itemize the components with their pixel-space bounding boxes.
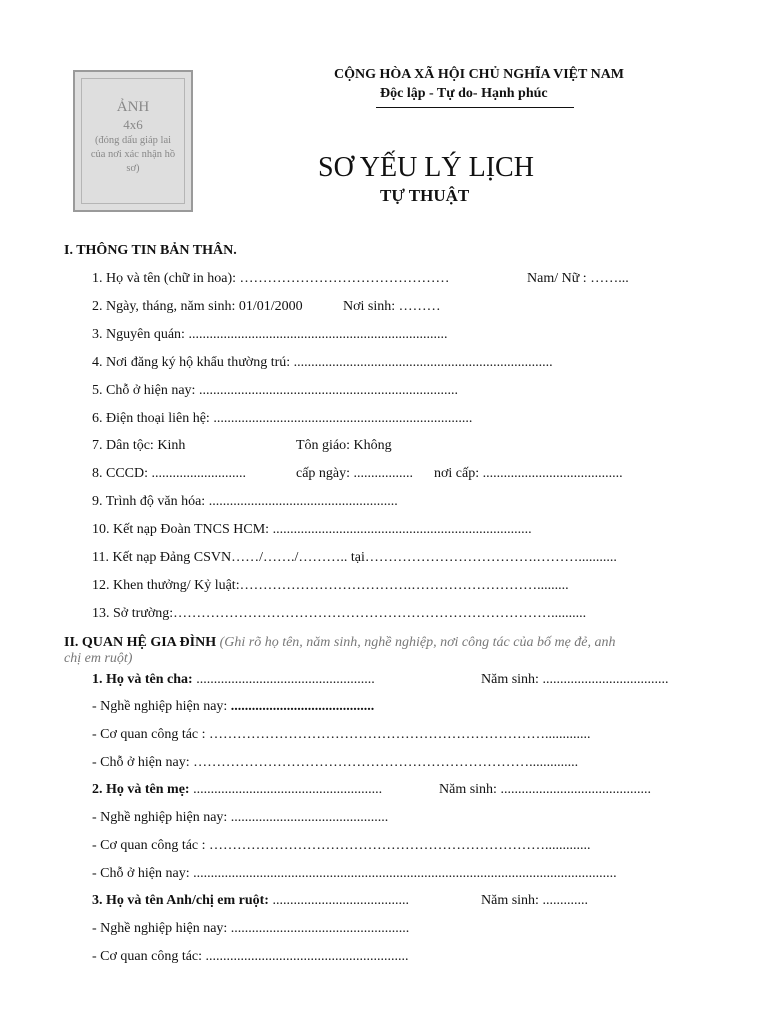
- ethnicity-field[interactable]: Kinh: [157, 438, 186, 453]
- mother-name-field[interactable]: ......................................................: [193, 782, 383, 797]
- row-mother-address: [92, 866, 617, 882]
- birthplace-field[interactable]: ………: [398, 299, 441, 314]
- row-mother-job: [92, 810, 388, 826]
- section-2-note-cont: chị em ruột): [64, 651, 133, 666]
- religion-field[interactable]: Không: [353, 438, 392, 453]
- residence-label: 4. Nơi đăng ký hộ khẩu thường trú:: [92, 355, 294, 370]
- row-education: [92, 494, 398, 510]
- section-2-heading-line: [64, 633, 616, 651]
- row-strengths: [92, 606, 586, 622]
- document-subtitle: TỰ THUẬT: [380, 186, 470, 205]
- issue-date-field[interactable]: .................: [353, 466, 414, 481]
- row-mother-year: [439, 782, 651, 798]
- father-job-label: - Nghề nghiệp hiện nay:: [92, 699, 231, 714]
- citizen-id-field[interactable]: ...........................: [151, 466, 247, 481]
- party-place-field[interactable]: ……………………………….………...........: [364, 550, 617, 565]
- party-place-label: tại: [347, 550, 365, 565]
- mother-job-field[interactable]: .............................................: [230, 810, 389, 825]
- father-year-label: Năm sinh:: [481, 672, 543, 687]
- party-date-field[interactable]: ……/……./………..: [231, 550, 348, 565]
- ethnicity-label: 7. Dân tộc:: [92, 438, 158, 453]
- national-motto: Độc lập - Tự do- Hạnh phúc: [380, 86, 548, 101]
- row-gender: [527, 271, 629, 287]
- row-issue-place: [434, 466, 623, 482]
- row-sibling-name: [92, 893, 409, 909]
- photo-placeholder: [73, 70, 193, 212]
- photo-note: (đóng dấu giáp lai của nơi xác nhận hồ sơ): [90, 135, 176, 174]
- photo-size: 4x6: [123, 117, 143, 132]
- row-full-name: [92, 271, 450, 287]
- sibling-work-field[interactable]: ..........................................................: [205, 949, 409, 964]
- dob-field[interactable]: 01/01/2000: [238, 299, 303, 314]
- gender-field[interactable]: ……...: [590, 271, 629, 286]
- mother-year-field[interactable]: ...........................................: [500, 782, 651, 797]
- hometown-field[interactable]: ..........................................................................: [188, 327, 448, 342]
- row-residence: [92, 355, 553, 371]
- row-father-work: [92, 727, 591, 743]
- row-citizen-id: [92, 466, 246, 482]
- phone-label: 6. Điện thoại liên hệ:: [92, 411, 214, 426]
- residence-field[interactable]: ..........................................................................: [293, 355, 553, 370]
- row-religion: [296, 438, 392, 454]
- gender-label: Nam/ Nữ :: [527, 271, 591, 286]
- mother-job-label: - Nghề nghiệp hiện nay:: [92, 810, 231, 825]
- religion-label: Tôn giáo:: [296, 438, 354, 453]
- row-youth-union: [92, 522, 532, 538]
- section-1-heading: I. THÔNG TIN BẢN THÂN.: [64, 243, 237, 258]
- photo-placeholder-inner: [81, 78, 185, 204]
- row-mother-name: [92, 782, 382, 798]
- row-sibling-year: [481, 893, 588, 909]
- issue-date-label: cấp ngày:: [296, 466, 354, 481]
- father-name-field[interactable]: ...................................................: [196, 672, 375, 687]
- sibling-year-label: Năm sinh:: [481, 893, 543, 908]
- father-year-field[interactable]: ....................................: [542, 672, 669, 687]
- strengths-label: 13. Sở trường:: [92, 606, 174, 621]
- issue-place-field[interactable]: ........................................: [482, 466, 623, 481]
- mother-work-field[interactable]: ……………………………………………………………….............: [209, 838, 591, 853]
- sibling-job-field[interactable]: ...................................................: [230, 921, 410, 936]
- sibling-work-label: - Cơ quan công tác:: [92, 949, 206, 964]
- issue-place-label: nơi cấp:: [434, 466, 483, 481]
- dob-label: 2. Ngày, tháng, năm sinh:: [92, 299, 239, 314]
- father-work-field[interactable]: ……………………………………………………………….............: [209, 727, 591, 742]
- motto-underline: [376, 107, 574, 108]
- father-job-field[interactable]: .........................................: [230, 699, 375, 714]
- mother-address-label: - Chỗ ở hiện nay:: [92, 866, 194, 881]
- birthplace-label: Nơi sinh:: [343, 299, 399, 314]
- photo-title: ẢNH: [116, 99, 150, 115]
- current-address-label: 5. Chỗ ở hiện nay:: [92, 383, 199, 398]
- phone-field[interactable]: ..........................................................................: [213, 411, 473, 426]
- full-name-label: 1. Họ và tên (chữ in hoa):: [92, 271, 240, 286]
- row-father-name: [92, 672, 375, 688]
- sibling-name-label: 3. Họ và tên Anh/chị em ruột:: [92, 893, 273, 908]
- father-address-label: - Chỗ ở hiện nay:: [92, 755, 194, 770]
- document-title: SƠ YẾU LÝ LỊCH: [318, 152, 534, 183]
- father-name-label: 1. Họ và tên cha:: [92, 672, 197, 687]
- hometown-label: 3. Nguyên quán:: [92, 327, 189, 342]
- sibling-job-label: - Nghề nghiệp hiện nay:: [92, 921, 231, 936]
- rewards-label: 12. Khen thưởng/ Kỷ luật:: [92, 578, 240, 593]
- education-field[interactable]: ......................................................: [208, 494, 398, 509]
- row-father-job: [92, 699, 374, 715]
- section-2-note: (Ghi rõ họ tên, năm sinh, nghề nghiệp, nơi công tác của bố mẹ đẻ, anh: [219, 635, 616, 650]
- row-issue-date: [296, 466, 413, 482]
- strengths-field[interactable]: ………………………………………………………………………..........: [173, 606, 587, 621]
- mother-name-label: 2. Họ và tên mẹ:: [92, 782, 194, 797]
- citizen-id-label: 8. CCCD:: [92, 466, 152, 481]
- national-title: CỘNG HÒA XÃ HỘI CHỦ NGHĨA VIỆT NAM: [334, 67, 625, 82]
- row-father-year: [481, 672, 668, 688]
- row-mother-work: [92, 838, 591, 854]
- row-dob: [92, 299, 303, 315]
- father-address-field[interactable]: ………………………………………………………………..............: [193, 755, 579, 770]
- mother-year-label: Năm sinh:: [439, 782, 501, 797]
- full-name-field[interactable]: ………………………………………: [239, 271, 450, 286]
- row-sibling-job: [92, 921, 409, 937]
- party-label: 11. Kết nạp Đảng CSVN: [92, 550, 232, 565]
- mother-work-label: - Cơ quan công tác :: [92, 838, 210, 853]
- row-rewards: [92, 578, 569, 594]
- sibling-year-field[interactable]: .............: [542, 893, 588, 908]
- row-hometown: [92, 327, 447, 343]
- father-work-label: - Cơ quan công tác :: [92, 727, 210, 742]
- row-birthplace: [343, 299, 441, 315]
- row-current-address: [92, 383, 458, 399]
- row-party: [92, 550, 617, 566]
- rewards-field[interactable]: ……………………………….……………………….........: [239, 578, 569, 593]
- current-address-field[interactable]: ..........................................................................: [198, 383, 458, 398]
- row-father-address: [92, 755, 578, 771]
- row-phone: [92, 411, 472, 427]
- youth-union-label: 10. Kết nạp Đoàn TNCS HCM:: [92, 522, 273, 537]
- section-2-heading: II. QUAN HỆ GIA ĐÌNH: [64, 635, 220, 650]
- mother-address-field[interactable]: .........................................................................................................................: [193, 866, 617, 881]
- row-ethnicity: [92, 438, 185, 454]
- education-label: 9. Trình độ văn hóa:: [92, 494, 209, 509]
- sibling-name-field[interactable]: .......................................: [272, 893, 409, 908]
- row-sibling-work: [92, 949, 409, 965]
- youth-union-field[interactable]: ..........................................................................: [272, 522, 532, 537]
